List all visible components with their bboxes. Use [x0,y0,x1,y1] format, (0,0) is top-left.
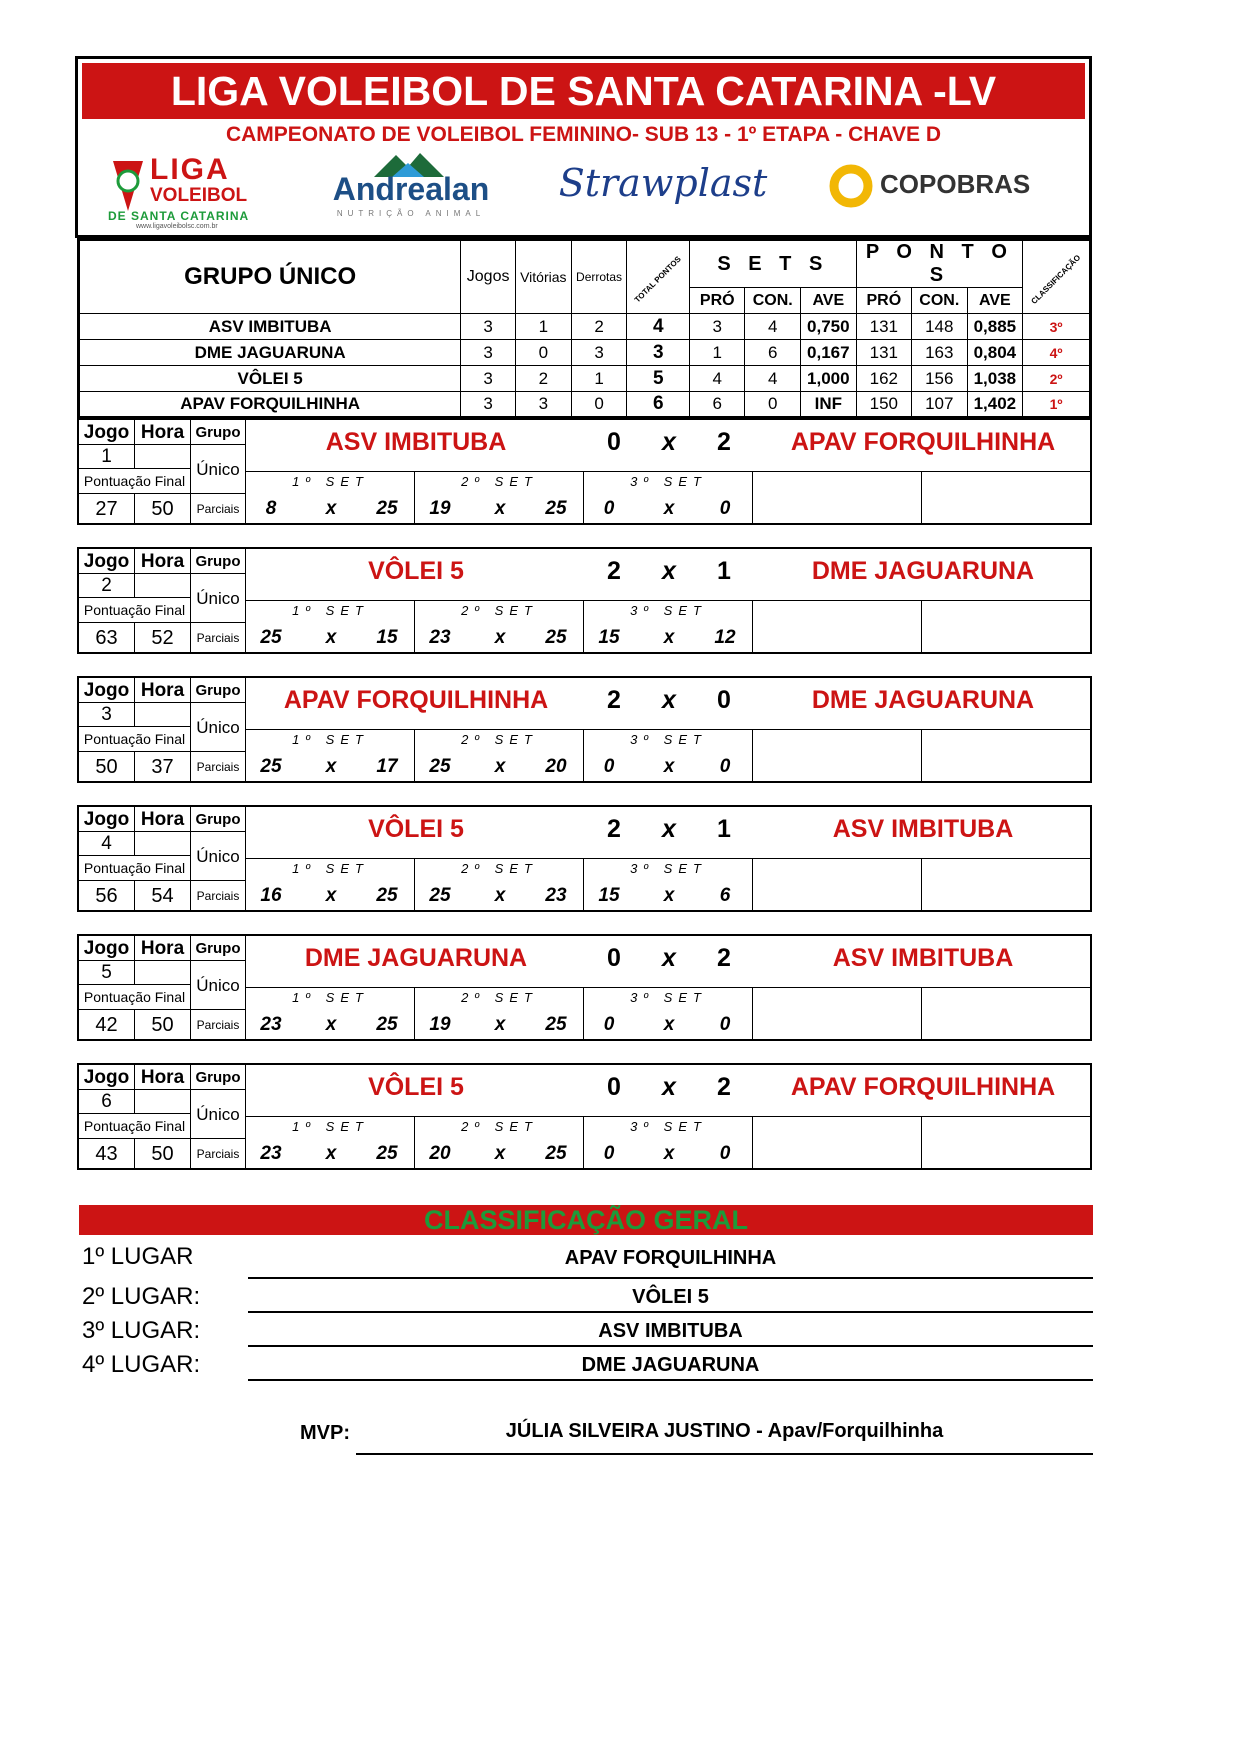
team-a-name: APAV FORQUILHINHA [283,686,549,714]
versus-x: x [662,428,676,456]
copobras-ring-icon [828,163,874,209]
set3-header: 3º SET [630,990,707,1005]
grupo-value: Único [191,445,246,494]
strawplast-logo [558,151,768,231]
standings-cell-pc: 107 [912,392,968,418]
standings-cell-pc: 163 [912,340,968,366]
empty-cell-1 [753,1117,922,1170]
set3-header: 3º SET [630,474,707,489]
parciais-label: Parciais [191,1139,246,1170]
set3-x: x [663,498,675,519]
set3-score-a: 0 [603,1143,615,1164]
grupo-label: Grupo [191,936,246,961]
standings-cell-total: 3 [627,340,690,366]
game-block-2 [77,547,1092,654]
hora-label: Hora [135,1065,191,1090]
place-3-team: ASV IMBITUBA [248,1320,1093,1347]
standings-cell-pc: 148 [912,314,968,340]
team-a-name: VÔLEI 5 [368,815,464,843]
andrealan-logo [316,151,506,231]
team-b-name: DME JAGUARUNA [811,557,1035,585]
liga-logo-text-2: VOLEIBOL [150,185,248,206]
strawplast-text: Strawplast [558,161,768,205]
game-time [135,445,191,469]
mvp-value: JÚLIA SILVEIRA JUSTINO - Apav/Forquilhinha [356,1420,1093,1455]
set1-header: 1º SET [292,861,369,876]
versus-x: x [662,815,676,843]
standings-cell-pc: 156 [912,366,968,392]
grupo-label: Grupo [191,420,246,445]
set3-x: x [663,627,675,648]
standings-cell-sp: 4 [690,366,745,392]
set1-score-a: 16 [260,885,282,906]
game-number: 5 [79,961,135,985]
standings-cell-class: 1º [1023,392,1091,418]
set3-header: 3º SET [630,861,707,876]
grupo-value: Único [191,1090,246,1139]
game-number: 2 [79,574,135,598]
team-b-name: ASV IMBITUBA [832,944,1014,972]
standings-cell-v: 2 [515,366,571,392]
versus-x: x [662,1073,676,1101]
grupo-label: Grupo [191,678,246,703]
set3-header: 3º SET [630,603,707,618]
header-box [75,56,1092,238]
set1-header: 1º SET [292,990,369,1005]
game-block-1 [77,418,1092,525]
game-block-3 [77,676,1092,783]
versus-x: x [662,686,676,714]
grupo-label: Grupo [191,807,246,832]
col-pontos-con: CON. [912,288,968,314]
jogo-label: Jogo [79,678,135,703]
set2-header: 2º SET [461,474,538,489]
final-points-a: 27 [79,494,135,525]
col-vitorias: Vitórias [515,240,571,314]
col-pontos: P O N T O S [856,240,1023,288]
team-a-name: DME JAGUARUNA [304,944,528,972]
hora-label: Hora [135,807,191,832]
standings-cell-class: 4º [1023,340,1091,366]
grupo-value: Único [191,832,246,881]
place-2-team: VÔLEI 5 [248,1286,1093,1313]
standings-cell-sc: 6 [745,340,801,366]
versus-x: x [662,557,676,585]
col-total-pontos: TOTAL PONTOS [627,240,690,314]
standings-cell-total: 4 [627,314,690,340]
set2-score-a: 20 [429,1143,451,1164]
standings-cell-class: 2º [1023,366,1091,392]
col-pontos-ave: AVE [967,288,1023,314]
standings-cell-save: INF [800,392,856,418]
jogo-label: Jogo [79,936,135,961]
set3-x: x [663,885,675,906]
team-a-name: VÔLEI 5 [368,1073,464,1101]
liga-logo-text-3: DE SANTA CATARINA [108,209,250,223]
pontuacao-final-label: Pontuação Final [79,1114,191,1139]
game-block-5 [77,934,1092,1041]
grupo-value: Único [191,574,246,623]
place-3-label: 3º LUGAR: [82,1317,201,1344]
game-number: 3 [79,703,135,727]
standings-cell-total: 6 [627,392,690,418]
set2-score-a: 25 [429,756,451,777]
final-points-a: 42 [79,1010,135,1041]
place-2-label: 2º LUGAR: [82,1283,201,1310]
sets-won-b: 2 [717,944,731,972]
set1-score-a: 23 [260,1143,282,1164]
set3-score-a: 15 [598,885,620,906]
set2-score-a: 23 [429,627,451,648]
pontuacao-final-label: Pontuação Final [79,469,191,494]
col-sets-pro: PRÓ [690,288,745,314]
team-a-name: VÔLEI 5 [368,557,464,585]
jogo-label: Jogo [79,549,135,574]
sets-won-b: 2 [717,428,731,456]
standings-cell-class: 3º [1023,314,1091,340]
volleyball-emblem-icon [108,156,148,216]
set1-score-a: 23 [260,1014,282,1035]
place-4-team: DME JAGUARUNA [248,1354,1093,1381]
standings-cell-team: APAV FORQUILHINHA [79,392,461,418]
game-time [135,1090,191,1114]
sets-won-a: 2 [607,686,621,714]
standings-row [79,314,1091,340]
set3-score-b: 0 [719,498,731,519]
set1-score-b: 25 [376,885,398,906]
set1-x: x [325,627,337,648]
set3-score-a: 0 [603,1014,615,1035]
empty-cell-1 [753,472,922,525]
parciais-label: Parciais [191,1010,246,1041]
league-title: LIGA VOLEIBOL DE SANTA CATARINA -LV [82,63,1085,119]
standings-cell-sc: 4 [745,366,801,392]
set3-score-b: 0 [719,1143,731,1164]
set2-score-b: 23 [545,885,567,906]
standings-cell-pp: 150 [856,392,911,418]
col-jogos: Jogos [461,240,516,314]
grupo-label: Grupo [191,1065,246,1090]
standings-cell-save: 0,750 [800,314,856,340]
place-1-team: APAV FORQUILHINHA [248,1247,1093,1279]
game-time [135,574,191,598]
jogo-label: Jogo [79,1065,135,1090]
standings-cell-d: 1 [571,366,627,392]
standings-cell-jogos: 3 [461,366,516,392]
place-4-label: 4º LUGAR: [82,1351,201,1378]
final-points-b: 54 [135,881,191,912]
standings-cell-sp: 3 [690,314,745,340]
set2-x: x [494,627,506,648]
set1-header: 1º SET [292,474,369,489]
liga-logo-text-1: LIGA [150,153,230,186]
set2-header: 2º SET [461,603,538,618]
hora-label: Hora [135,549,191,574]
set1-score-a: 25 [260,627,282,648]
standings-cell-v: 0 [515,340,571,366]
set3-score-b: 0 [719,1014,731,1035]
liga-voleibol-logo [108,151,268,231]
final-points-b: 52 [135,623,191,654]
set2-score-b: 25 [545,1014,567,1035]
game-time [135,961,191,985]
place-1-label: 1º LUGAR [82,1243,194,1270]
standings-cell-pp: 131 [856,314,911,340]
group-title: GRUPO ÚNICO [79,240,461,314]
game-block-6 [77,1063,1092,1170]
set3-score-a: 15 [598,627,620,648]
standings-table [77,238,1092,419]
standings-cell-jogos: 3 [461,392,516,418]
col-derrotas: Derrotas [571,240,627,314]
set2-x: x [494,1014,506,1035]
standings-cell-d: 2 [571,314,627,340]
set3-score-a: 0 [603,498,615,519]
set1-x: x [325,756,337,777]
sets-won-b: 2 [717,1073,731,1101]
standings-cell-sc: 4 [745,314,801,340]
set3-header: 3º SET [630,1119,707,1134]
set3-x: x [663,756,675,777]
set2-score-b: 20 [545,756,567,777]
championship-subtitle: CAMPEONATO DE VOLEIBOL FEMININO- SUB 13 - 1º ETAPA - CHAVE D [225,123,942,146]
sets-won-b: 1 [717,557,731,585]
liga-logo-url: www.ligavoleibolsc.com.br [136,223,218,230]
standings-row [79,392,1091,418]
final-points-a: 50 [79,752,135,783]
standings-cell-save: 0,167 [800,340,856,366]
hora-label: Hora [135,936,191,961]
standings-cell-sc: 0 [745,392,801,418]
team-b-name: APAV FORQUILHINHA [790,1073,1056,1101]
standings-cell-d: 3 [571,340,627,366]
sets-won-b: 1 [717,815,731,843]
set2-header: 2º SET [461,1119,538,1134]
set1-header: 1º SET [292,732,369,747]
sets-won-b: 0 [717,686,731,714]
standings-cell-pave: 1,038 [967,366,1023,392]
parciais-label: Parciais [191,881,246,912]
set3-x: x [663,1143,675,1164]
standings-cell-sp: 6 [690,392,745,418]
set2-header: 2º SET [461,861,538,876]
pontuacao-final-label: Pontuação Final [79,727,191,752]
mvp-label: MVP: [300,1422,350,1444]
set1-score-b: 25 [376,1014,398,1035]
set1-header: 1º SET [292,603,369,618]
team-b-name: DME JAGUARUNA [811,686,1035,714]
set2-header: 2º SET [461,732,538,747]
set2-header: 2º SET [461,990,538,1005]
copobras-text: COPOBRAS [880,169,1031,199]
parciais-label: Parciais [191,494,246,525]
set3-score-b: 0 [719,756,731,777]
standings-cell-pave: 1,402 [967,392,1023,418]
set1-score-a: 25 [260,756,282,777]
final-points-b: 50 [135,1139,191,1170]
grupo-label: Grupo [191,549,246,574]
sets-won-a: 0 [607,1073,621,1101]
set2-score-a: 25 [429,885,451,906]
sets-won-a: 0 [607,944,621,972]
hora-label: Hora [135,678,191,703]
standings-cell-v: 3 [515,392,571,418]
set1-x: x [325,498,337,519]
standings-cell-jogos: 3 [461,340,516,366]
final-points-b: 50 [135,1010,191,1041]
set1-x: x [325,885,337,906]
col-sets-ave: AVE [800,288,856,314]
set2-score-a: 19 [429,498,451,519]
set2-x: x [494,885,506,906]
game-time [135,703,191,727]
jogo-label: Jogo [79,807,135,832]
set3-score-a: 0 [603,756,615,777]
game-time [135,832,191,856]
set2-score-b: 25 [545,1143,567,1164]
pontuacao-final-label: Pontuação Final [79,598,191,623]
empty-cell-1 [753,859,922,912]
andrealan-sub: NUTRIÇÃO ANIMAL [336,209,486,218]
set2-x: x [494,498,506,519]
standings-cell-save: 1,000 [800,366,856,392]
game-block-4 [77,805,1092,912]
set1-score-b: 25 [376,498,398,519]
hora-label: Hora [135,420,191,445]
standings-cell-team: ASV IMBITUBA [79,314,461,340]
final-points-a: 43 [79,1139,135,1170]
standings-cell-pp: 131 [856,340,911,366]
final-points-b: 50 [135,494,191,525]
standings-cell-d: 0 [571,392,627,418]
parciais-label: Parciais [191,752,246,783]
col-classificacao: CLASSIFICAÇÃO [1023,240,1091,314]
empty-cell-1 [753,601,922,654]
set3-score-b: 6 [719,885,731,906]
set1-score-a: 8 [265,498,277,519]
set2-score-a: 19 [429,1014,451,1035]
set2-x: x [494,756,506,777]
final-points-b: 37 [135,752,191,783]
parciais-label: Parciais [191,623,246,654]
standings-cell-pave: 0,804 [967,340,1023,366]
pontuacao-final-label: Pontuação Final [79,856,191,881]
standings-cell-v: 1 [515,314,571,340]
sets-won-a: 2 [607,815,621,843]
versus-x: x [662,944,676,972]
game-number: 1 [79,445,135,469]
final-points-a: 56 [79,881,135,912]
set1-x: x [325,1014,337,1035]
grupo-value: Único [191,703,246,752]
set1-score-b: 25 [376,1143,398,1164]
game-number: 4 [79,832,135,856]
empty-cell-1 [753,988,922,1041]
team-b-name: ASV IMBITUBA [832,815,1014,843]
set2-score-b: 25 [545,498,567,519]
set1-x: x [325,1143,337,1164]
classification-title: CLASSIFICAÇÃO GERAL [79,1205,1093,1235]
standings-cell-team: DME JAGUARUNA [79,340,461,366]
game-number: 6 [79,1090,135,1114]
standings-cell-pp: 162 [856,366,911,392]
standings-cell-jogos: 3 [461,314,516,340]
standings-row [79,340,1091,366]
set1-score-b: 15 [376,627,398,648]
set2-score-b: 25 [545,627,567,648]
col-sets-con: CON. [745,288,801,314]
standings-cell-sp: 1 [690,340,745,366]
set1-score-b: 17 [376,756,398,777]
copobras-logo [828,151,1031,231]
standings-row [79,366,1091,392]
final-points-a: 63 [79,623,135,654]
team-b-name: APAV FORQUILHINHA [790,428,1056,456]
col-sets: S E T S [690,240,857,288]
col-pontos-pro: PRÓ [856,288,911,314]
set1-header: 1º SET [292,1119,369,1134]
team-a-name: ASV IMBITUBA [325,428,507,456]
set3-header: 3º SET [630,732,707,747]
pontuacao-final-label: Pontuação Final [79,985,191,1010]
set3-score-b: 12 [714,627,736,648]
standings-cell-team: VÔLEI 5 [79,366,461,392]
grupo-value: Único [191,961,246,1010]
andrealan-text: Andrealan [332,171,490,207]
jogo-label: Jogo [79,420,135,445]
standings-cell-pave: 0,885 [967,314,1023,340]
set2-x: x [494,1143,506,1164]
sets-won-a: 2 [607,557,621,585]
set3-x: x [663,1014,675,1035]
empty-cell-1 [753,730,922,783]
standings-cell-total: 5 [627,366,690,392]
sets-won-a: 0 [607,428,621,456]
